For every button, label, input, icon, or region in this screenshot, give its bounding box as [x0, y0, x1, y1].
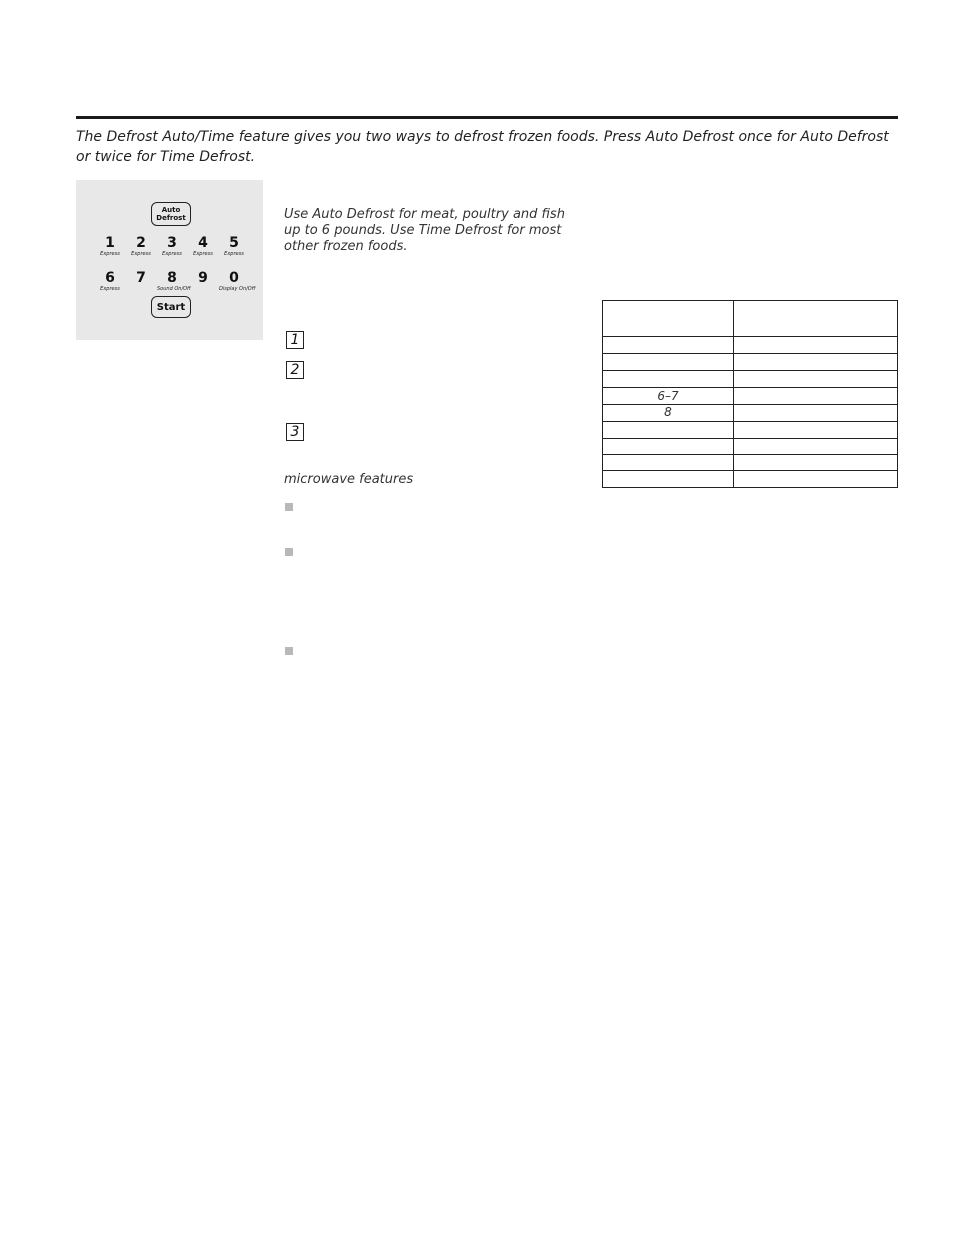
- control-panel-illustration: [76, 180, 263, 340]
- table-cell: 8: [664, 405, 672, 419]
- key-6[interactable]: 6 Express: [100, 270, 120, 292]
- features-reference: microwave features: [284, 472, 414, 487]
- table-row-rule: [603, 438, 897, 439]
- bullet-3: [285, 647, 293, 655]
- key-2[interactable]: 2 Express: [131, 235, 151, 257]
- key-7[interactable]: 7: [136, 270, 146, 286]
- step-1-marker: 1: [286, 331, 304, 349]
- defrost-table: [602, 300, 898, 488]
- bullet-1: [285, 503, 293, 511]
- header-rule: [76, 116, 898, 119]
- step-3-marker: 3: [286, 423, 304, 441]
- key-8[interactable]: 8 Sound On/Off: [157, 270, 191, 292]
- key-1[interactable]: 1 Express: [100, 235, 120, 257]
- auto-defrost-button[interactable]: Auto Defrost: [151, 202, 191, 226]
- key-5[interactable]: 5 Express: [224, 235, 244, 257]
- table-row-rule: [603, 370, 897, 371]
- table-header-rule: [603, 336, 897, 337]
- key-9[interactable]: 9: [198, 270, 208, 286]
- table-row-rule: [603, 470, 897, 471]
- table-column-divider: [733, 301, 734, 487]
- key-4[interactable]: 4 Express: [193, 235, 213, 257]
- table-cell: 6–7: [657, 389, 679, 403]
- step-2-marker: 2: [286, 361, 304, 379]
- table-row-rule: [603, 454, 897, 455]
- key-3[interactable]: 3 Express: [162, 235, 182, 257]
- defrost-note: Use Auto Defrost for meat, poultry and fish up to 6 pounds. Use Time Defrost for most other frozen foods.: [284, 207, 565, 254]
- key-0[interactable]: 0 Display On/Off: [219, 270, 256, 292]
- start-button[interactable]: Start: [151, 296, 191, 318]
- intro-text: The Defrost Auto/Time feature gives you two ways to defrost frozen foods. Press Auto Defrost once for Auto Defrost or twice for Time Defrost.: [76, 129, 889, 165]
- table-row-rule: [603, 421, 897, 422]
- bullet-2: [285, 548, 293, 556]
- table-row-rule: [603, 353, 897, 354]
